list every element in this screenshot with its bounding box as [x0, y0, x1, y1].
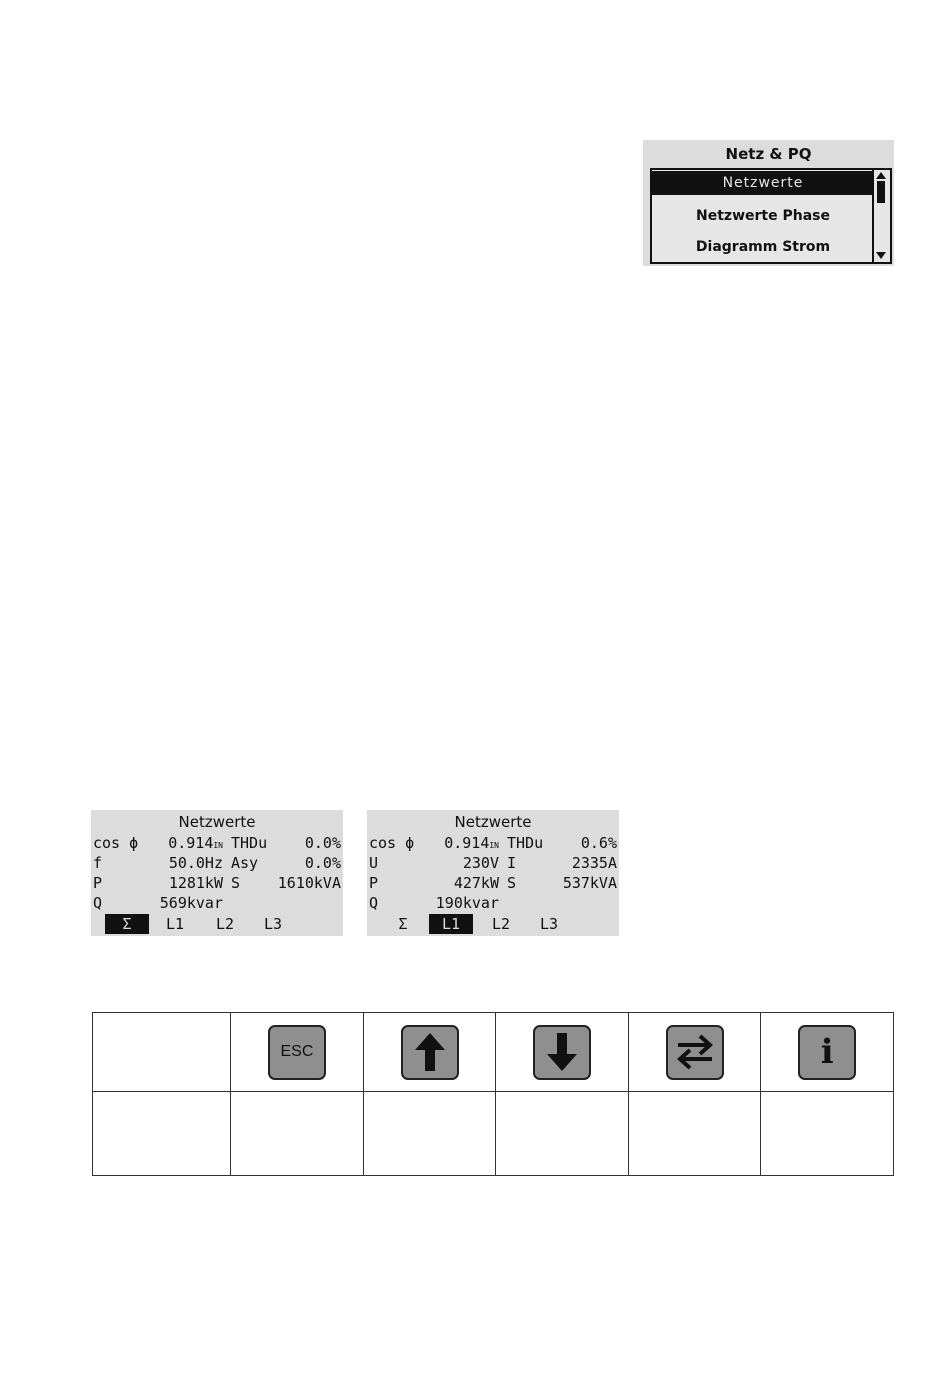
menu-scrollbar[interactable] [872, 170, 888, 262]
inductive-indicator: IN [213, 841, 223, 850]
value-thdu: 0.6% [580, 834, 617, 852]
menu-display [643, 140, 894, 266]
row-power [369, 873, 617, 893]
desc-cell-swap [628, 1092, 761, 1176]
scroll-up-icon [876, 172, 886, 179]
tab-l1[interactable]: L1 [429, 914, 473, 934]
down-button[interactable] [533, 1025, 591, 1080]
key-cell-swap [628, 1013, 761, 1092]
menu-item-netzwerte[interactable]: Netzwerte [652, 171, 874, 195]
tab-l1[interactable]: L1 [165, 915, 185, 933]
value-thdu: 0.0% [304, 834, 341, 852]
tab-sum[interactable]: Σ [398, 915, 408, 933]
row-voltage-current [369, 853, 617, 873]
tab-sum[interactable]: Σ [105, 914, 149, 934]
tab-l3[interactable]: L3 [263, 915, 283, 933]
value-p: 1281kW [168, 874, 223, 892]
value-f: 50.0Hz [168, 854, 223, 872]
value-q: 190kvar [435, 894, 499, 912]
value-cosphi: 0.914IN [444, 834, 499, 852]
scroll-thumb[interactable] [877, 181, 885, 203]
arrow-up-icon [413, 1030, 447, 1074]
screen-title: Netzwerte [178, 813, 256, 831]
value-p: 427kW [453, 874, 499, 892]
row-reactive [369, 893, 617, 913]
label-p: P [93, 874, 103, 892]
row-cosphi [369, 833, 617, 853]
key-table [92, 1012, 894, 1176]
values-screen-l1 [367, 810, 619, 936]
screen-title: Netzwerte [454, 813, 532, 831]
label-s: S [507, 874, 517, 892]
esc-label: ESC [280, 1043, 314, 1060]
value-q: 569kvar [159, 894, 223, 912]
value-s: 537kVA [562, 874, 617, 892]
label-q: Q [93, 894, 103, 912]
row-reactive [93, 893, 341, 913]
menu-list [650, 168, 892, 264]
desc-cell-info [761, 1092, 894, 1176]
info-button[interactable] [798, 1025, 856, 1080]
swap-button[interactable] [666, 1025, 724, 1080]
desc-cell [93, 1092, 231, 1176]
key-table-empty-cell [93, 1013, 231, 1092]
tab-l2[interactable]: L2 [491, 915, 511, 933]
desc-cell-up [363, 1092, 496, 1176]
tab-l3[interactable]: L3 [539, 915, 559, 933]
info-icon: i [820, 1032, 834, 1072]
scroll-down-icon [876, 252, 886, 259]
esc-button[interactable] [268, 1025, 326, 1080]
value-i: 2335A [571, 854, 617, 872]
label-cosphi: cos ϕ [369, 834, 415, 852]
label-p: P [369, 874, 379, 892]
up-button[interactable] [401, 1025, 459, 1080]
label-i: I [507, 854, 517, 872]
label-thdu: THDu [507, 834, 544, 852]
desc-cell-down [496, 1092, 629, 1176]
key-cell-info [761, 1013, 894, 1092]
row-cosphi [93, 833, 341, 853]
key-cell-esc [231, 1013, 364, 1092]
key-cell-down [496, 1013, 629, 1092]
value-asy: 0.0% [304, 854, 341, 872]
label-asy: Asy [231, 854, 259, 872]
swap-arrows-icon [674, 1032, 716, 1072]
value-s: 1610kVA [277, 874, 341, 892]
label-u: U [369, 854, 379, 872]
value-cosphi: 0.914IN [168, 834, 223, 852]
key-cell-up [363, 1013, 496, 1092]
tab-l2[interactable]: L2 [215, 915, 235, 933]
row-power [93, 873, 341, 893]
phase-tabs [367, 914, 619, 934]
row-frequency [93, 853, 341, 873]
menu-title: Netz & PQ [725, 145, 812, 163]
label-f: f [93, 854, 103, 872]
value-u: 230V [462, 854, 499, 872]
label-cosphi: cos ϕ [93, 834, 139, 852]
label-thdu: THDu [231, 834, 268, 852]
values-screen-sum [91, 810, 343, 936]
label-s: S [231, 874, 241, 892]
menu-item-netzwerte-phase[interactable]: Netzwerte Phase [696, 208, 830, 224]
desc-cell-esc [231, 1092, 364, 1176]
arrow-down-icon [545, 1030, 579, 1074]
menu-item-diagramm-strom[interactable]: Diagramm Strom [695, 239, 831, 255]
phase-tabs [91, 914, 343, 934]
label-q: Q [369, 894, 379, 912]
inductive-indicator: IN [489, 841, 499, 850]
